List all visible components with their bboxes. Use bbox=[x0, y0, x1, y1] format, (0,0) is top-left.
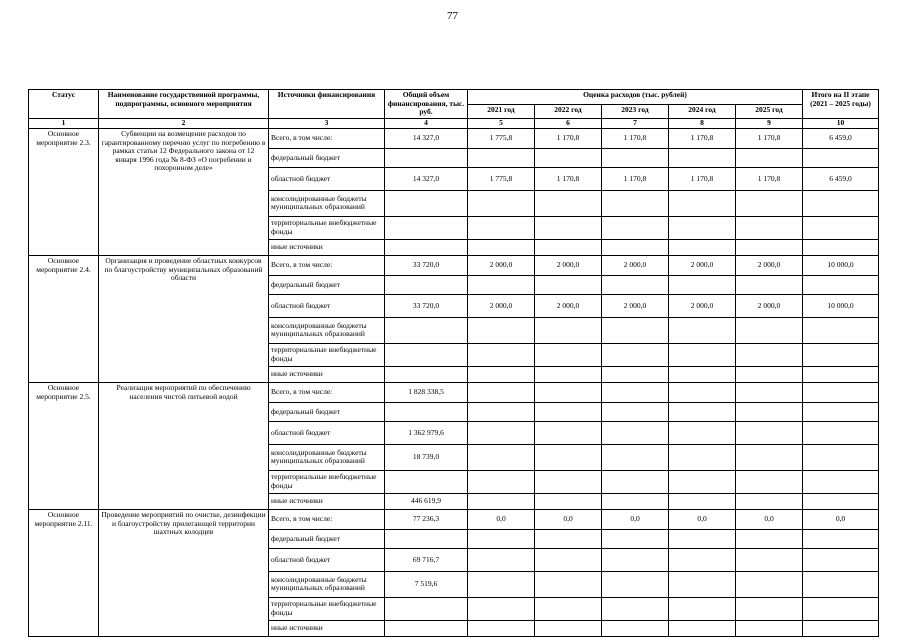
year-2025-cell bbox=[736, 529, 803, 548]
funding-source: иные источники bbox=[269, 493, 385, 509]
funding-source: Всего, в том числе: bbox=[269, 255, 385, 275]
funding-source: консолидированные бюджеты муниципальных образований bbox=[269, 571, 385, 597]
funding-source: федеральный бюджет bbox=[269, 275, 385, 294]
year-2024-cell: 1 170,8 bbox=[669, 128, 736, 148]
year-2025-cell bbox=[736, 148, 803, 167]
year-2023-cell: 0,0 bbox=[602, 509, 669, 529]
year-2022-cell: 2 000,0 bbox=[535, 255, 602, 275]
year-2025-cell bbox=[736, 493, 803, 509]
year-2022-cell: 2 000,0 bbox=[535, 294, 602, 317]
total-cell bbox=[385, 620, 468, 636]
year-2022-cell bbox=[535, 529, 602, 548]
year-2023-cell bbox=[602, 382, 669, 402]
total-cell: 18 739,0 bbox=[385, 444, 468, 470]
header-year-2021: 2021 год bbox=[468, 105, 535, 118]
year-2022-cell bbox=[535, 470, 602, 493]
year-2021-cell bbox=[468, 444, 535, 470]
column-number: 2 bbox=[99, 118, 269, 128]
table-row bbox=[29, 128, 879, 148]
year-2023-cell: 1 170,8 bbox=[602, 128, 669, 148]
year-2024-cell bbox=[669, 444, 736, 470]
total-cell bbox=[385, 239, 468, 255]
column-number: 10 bbox=[803, 118, 879, 128]
year-2021-cell: 1 775,8 bbox=[468, 167, 535, 190]
year-2021-cell bbox=[468, 620, 535, 636]
funding-source: территориальные внебюджетные фонды bbox=[269, 216, 385, 239]
year-2025-cell bbox=[736, 366, 803, 382]
year-2023-cell: 1 170,8 bbox=[602, 167, 669, 190]
total-cell bbox=[385, 317, 468, 343]
total-cell bbox=[385, 597, 468, 620]
year-2021-cell: 2 000,0 bbox=[468, 294, 535, 317]
year-2022-cell bbox=[535, 571, 602, 597]
funding-source: территориальные внебюджетные фонды bbox=[269, 470, 385, 493]
stage-total-cell bbox=[803, 343, 879, 366]
activity-status: Основное мероприятие 2.11. bbox=[29, 509, 99, 636]
year-2021-cell bbox=[468, 216, 535, 239]
header-stage-total: Итого на II этапе (2021 – 2025 годы) bbox=[803, 90, 879, 119]
year-2021-cell bbox=[468, 470, 535, 493]
year-2024-cell bbox=[669, 548, 736, 571]
funding-source: областной бюджет bbox=[269, 294, 385, 317]
stage-total-cell bbox=[803, 597, 879, 620]
stage-total-cell bbox=[803, 620, 879, 636]
year-2025-cell: 1 170,8 bbox=[736, 167, 803, 190]
year-2023-cell bbox=[602, 317, 669, 343]
year-2023-cell bbox=[602, 620, 669, 636]
year-2024-cell: 2 000,0 bbox=[669, 294, 736, 317]
year-2022-cell: 1 170,8 bbox=[535, 128, 602, 148]
year-2023-cell bbox=[602, 216, 669, 239]
year-2025-cell bbox=[736, 548, 803, 571]
year-2025-cell bbox=[736, 343, 803, 366]
year-2023-cell bbox=[602, 239, 669, 255]
year-2021-cell bbox=[468, 382, 535, 402]
year-2023-cell bbox=[602, 548, 669, 571]
stage-total-cell: 10 000,0 bbox=[803, 255, 879, 275]
year-2022-cell bbox=[535, 620, 602, 636]
header-total: Общий объем финансирования, тыс. руб. bbox=[385, 90, 468, 119]
year-2022-cell bbox=[535, 275, 602, 294]
funding-source: областной бюджет bbox=[269, 167, 385, 190]
year-2023-cell bbox=[602, 190, 669, 216]
stage-total-cell: 0,0 bbox=[803, 509, 879, 529]
funding-source: Всего, в том числе: bbox=[269, 382, 385, 402]
column-number: 4 bbox=[385, 118, 468, 128]
year-2025-cell bbox=[736, 382, 803, 402]
header-name: Наименование государственной программы, подпрограммы, основного мероприятия bbox=[99, 90, 269, 119]
year-2025-cell bbox=[736, 444, 803, 470]
year-2025-cell bbox=[736, 597, 803, 620]
year-2025-cell: 0,0 bbox=[736, 509, 803, 529]
funding-source: федеральный бюджет bbox=[269, 529, 385, 548]
column-number: 6 bbox=[535, 118, 602, 128]
year-2024-cell bbox=[669, 620, 736, 636]
header-year-2022: 2022 год bbox=[535, 105, 602, 118]
year-2025-cell: 1 170,8 bbox=[736, 128, 803, 148]
table-row bbox=[29, 255, 879, 275]
year-2025-cell bbox=[736, 216, 803, 239]
stage-total-cell bbox=[803, 190, 879, 216]
stage-total-cell bbox=[803, 444, 879, 470]
year-2024-cell bbox=[669, 190, 736, 216]
year-2021-cell bbox=[468, 571, 535, 597]
activity-status: Основное мероприятие 2.4. bbox=[29, 255, 99, 382]
stage-total-cell bbox=[803, 317, 879, 343]
funding-source: федеральный бюджет bbox=[269, 402, 385, 421]
year-2022-cell bbox=[535, 366, 602, 382]
funding-source: территориальные внебюджетные фонды bbox=[269, 343, 385, 366]
funding-source: консолидированные бюджеты муниципальных образований bbox=[269, 317, 385, 343]
stage-total-cell bbox=[803, 366, 879, 382]
stage-total-cell bbox=[803, 571, 879, 597]
year-2023-cell: 2 000,0 bbox=[602, 294, 669, 317]
year-2025-cell bbox=[736, 317, 803, 343]
year-2024-cell bbox=[669, 402, 736, 421]
funding-source: иные источники bbox=[269, 239, 385, 255]
year-2022-cell bbox=[535, 190, 602, 216]
year-2024-cell bbox=[669, 571, 736, 597]
year-2023-cell bbox=[602, 366, 669, 382]
column-number-row bbox=[29, 118, 879, 128]
funding-source: консолидированные бюджеты муниципальных образований bbox=[269, 190, 385, 216]
stage-total-cell bbox=[803, 275, 879, 294]
year-2022-cell bbox=[535, 548, 602, 571]
year-2021-cell bbox=[468, 402, 535, 421]
stage-total-cell: 6 459,0 bbox=[803, 167, 879, 190]
total-cell bbox=[385, 402, 468, 421]
header-year-2023: 2023 год bbox=[602, 105, 669, 118]
year-2023-cell bbox=[602, 444, 669, 470]
year-2021-cell bbox=[468, 421, 535, 444]
page-number: 77 bbox=[447, 10, 458, 22]
year-2021-cell bbox=[468, 190, 535, 216]
stage-total-cell bbox=[803, 548, 879, 571]
column-number: 8 bbox=[669, 118, 736, 128]
year-2023-cell: 2 000,0 bbox=[602, 255, 669, 275]
year-2024-cell bbox=[669, 343, 736, 366]
year-2025-cell bbox=[736, 470, 803, 493]
year-2025-cell bbox=[736, 275, 803, 294]
year-2023-cell bbox=[602, 275, 669, 294]
header-sources: Источники финансирования bbox=[269, 90, 385, 119]
year-2022-cell bbox=[535, 343, 602, 366]
year-2022-cell bbox=[535, 421, 602, 444]
year-2024-cell: 2 000,0 bbox=[669, 255, 736, 275]
total-cell: 1 828 338,5 bbox=[385, 382, 468, 402]
year-2025-cell bbox=[736, 402, 803, 421]
year-2025-cell bbox=[736, 620, 803, 636]
year-2024-cell bbox=[669, 382, 736, 402]
stage-total-cell bbox=[803, 493, 879, 509]
year-2022-cell bbox=[535, 216, 602, 239]
year-2023-cell bbox=[602, 529, 669, 548]
financing-table bbox=[28, 89, 879, 637]
table-row bbox=[29, 509, 879, 529]
activity-status: Основное мероприятие 2.5. bbox=[29, 382, 99, 509]
year-2021-cell bbox=[468, 317, 535, 343]
year-2024-cell bbox=[669, 597, 736, 620]
year-2024-cell bbox=[669, 239, 736, 255]
funding-source: Всего, в том числе: bbox=[269, 509, 385, 529]
total-cell bbox=[385, 190, 468, 216]
year-2025-cell: 2 000,0 bbox=[736, 294, 803, 317]
stage-total-cell bbox=[803, 239, 879, 255]
total-cell: 69 716,7 bbox=[385, 548, 468, 571]
header-year-2025: 2025 год bbox=[736, 105, 803, 118]
year-2021-cell bbox=[468, 529, 535, 548]
stage-total-cell bbox=[803, 402, 879, 421]
total-cell bbox=[385, 366, 468, 382]
total-cell bbox=[385, 529, 468, 548]
funding-source: консолидированные бюджеты муниципальных образований bbox=[269, 444, 385, 470]
activity-name: Субвенции на возмещение расходов по гарантированному перечню услуг по погребению в рамках статьи 12 Федерального закона от 12 января 1996 года № 8-ФЗ «О погребении и похоронном деле» bbox=[99, 128, 269, 255]
year-2022-cell bbox=[535, 382, 602, 402]
year-2024-cell bbox=[669, 148, 736, 167]
year-2022-cell: 0,0 bbox=[535, 509, 602, 529]
funding-source: иные источники bbox=[269, 366, 385, 382]
year-2024-cell: 0,0 bbox=[669, 509, 736, 529]
total-cell: 33 720,0 bbox=[385, 255, 468, 275]
year-2021-cell: 1 775,8 bbox=[468, 128, 535, 148]
stage-total-cell bbox=[803, 470, 879, 493]
funding-source: Всего, в том числе: bbox=[269, 128, 385, 148]
header-status: Статус bbox=[29, 90, 99, 119]
year-2023-cell bbox=[602, 597, 669, 620]
year-2023-cell bbox=[602, 493, 669, 509]
year-2022-cell bbox=[535, 597, 602, 620]
year-2023-cell bbox=[602, 571, 669, 597]
year-2021-cell bbox=[468, 493, 535, 509]
year-2023-cell bbox=[602, 402, 669, 421]
year-2024-cell bbox=[669, 529, 736, 548]
year-2022-cell bbox=[535, 402, 602, 421]
year-2021-cell bbox=[468, 148, 535, 167]
year-2021-cell bbox=[468, 548, 535, 571]
total-cell bbox=[385, 343, 468, 366]
column-number: 7 bbox=[602, 118, 669, 128]
year-2025-cell bbox=[736, 190, 803, 216]
year-2025-cell bbox=[736, 421, 803, 444]
total-cell bbox=[385, 470, 468, 493]
year-2022-cell bbox=[535, 444, 602, 470]
year-2021-cell: 0,0 bbox=[468, 509, 535, 529]
year-2024-cell: 1 170,8 bbox=[669, 167, 736, 190]
total-cell: 77 236,3 bbox=[385, 509, 468, 529]
stage-total-cell bbox=[803, 421, 879, 444]
year-2022-cell bbox=[535, 148, 602, 167]
year-2022-cell: 1 170,8 bbox=[535, 167, 602, 190]
table-row bbox=[29, 382, 879, 402]
activity-name: Реализация мероприятий по обеспечению населения чистой питьевой водой bbox=[99, 382, 269, 509]
header-year-2024: 2024 год bbox=[669, 105, 736, 118]
year-2021-cell bbox=[468, 239, 535, 255]
total-cell: 446 619,9 bbox=[385, 493, 468, 509]
year-2025-cell: 2 000,0 bbox=[736, 255, 803, 275]
year-2021-cell bbox=[468, 343, 535, 366]
year-2023-cell bbox=[602, 343, 669, 366]
column-number: 1 bbox=[29, 118, 99, 128]
stage-total-cell bbox=[803, 148, 879, 167]
year-2025-cell bbox=[736, 571, 803, 597]
activity-name: Проведение мероприятий по очистке, дезинфекции и благоустройству прилегающей территории шахтных колодцев bbox=[99, 509, 269, 636]
total-cell: 33 720,0 bbox=[385, 294, 468, 317]
year-2022-cell bbox=[535, 493, 602, 509]
funding-source: территориальные внебюджетные фонды bbox=[269, 597, 385, 620]
column-number: 3 bbox=[269, 118, 385, 128]
year-2023-cell bbox=[602, 421, 669, 444]
total-cell bbox=[385, 216, 468, 239]
year-2021-cell bbox=[468, 366, 535, 382]
stage-total-cell bbox=[803, 529, 879, 548]
total-cell bbox=[385, 148, 468, 167]
year-2022-cell bbox=[535, 317, 602, 343]
funding-source: федеральный бюджет bbox=[269, 148, 385, 167]
year-2024-cell bbox=[669, 421, 736, 444]
year-2024-cell bbox=[669, 366, 736, 382]
stage-total-cell: 6 459,0 bbox=[803, 128, 879, 148]
stage-total-cell bbox=[803, 216, 879, 239]
year-2021-cell bbox=[468, 275, 535, 294]
year-2024-cell bbox=[669, 317, 736, 343]
year-2021-cell bbox=[468, 597, 535, 620]
year-2024-cell bbox=[669, 216, 736, 239]
year-2024-cell bbox=[669, 470, 736, 493]
total-cell: 14 327,0 bbox=[385, 167, 468, 190]
year-2023-cell bbox=[602, 148, 669, 167]
activity-status: Основное мероприятие 2.3. bbox=[29, 128, 99, 255]
year-2022-cell bbox=[535, 239, 602, 255]
total-cell: 1 362 979,6 bbox=[385, 421, 468, 444]
header-estimate: Оценка расходов (тыс. рублей) bbox=[468, 90, 803, 105]
funding-source: областной бюджет bbox=[269, 548, 385, 571]
year-2024-cell bbox=[669, 493, 736, 509]
stage-total-cell: 10 000,0 bbox=[803, 294, 879, 317]
funding-source: областной бюджет bbox=[269, 421, 385, 444]
total-cell bbox=[385, 275, 468, 294]
column-number: 5 bbox=[468, 118, 535, 128]
funding-source: иные источники bbox=[269, 620, 385, 636]
year-2025-cell bbox=[736, 239, 803, 255]
activity-name: Организация и проведение областных конкурсов по благоустройству муниципальных образований области bbox=[99, 255, 269, 382]
year-2023-cell bbox=[602, 470, 669, 493]
total-cell: 14 327,0 bbox=[385, 128, 468, 148]
total-cell: 7 519,6 bbox=[385, 571, 468, 597]
column-number: 9 bbox=[736, 118, 803, 128]
year-2024-cell bbox=[669, 275, 736, 294]
year-2021-cell: 2 000,0 bbox=[468, 255, 535, 275]
stage-total-cell bbox=[803, 382, 879, 402]
